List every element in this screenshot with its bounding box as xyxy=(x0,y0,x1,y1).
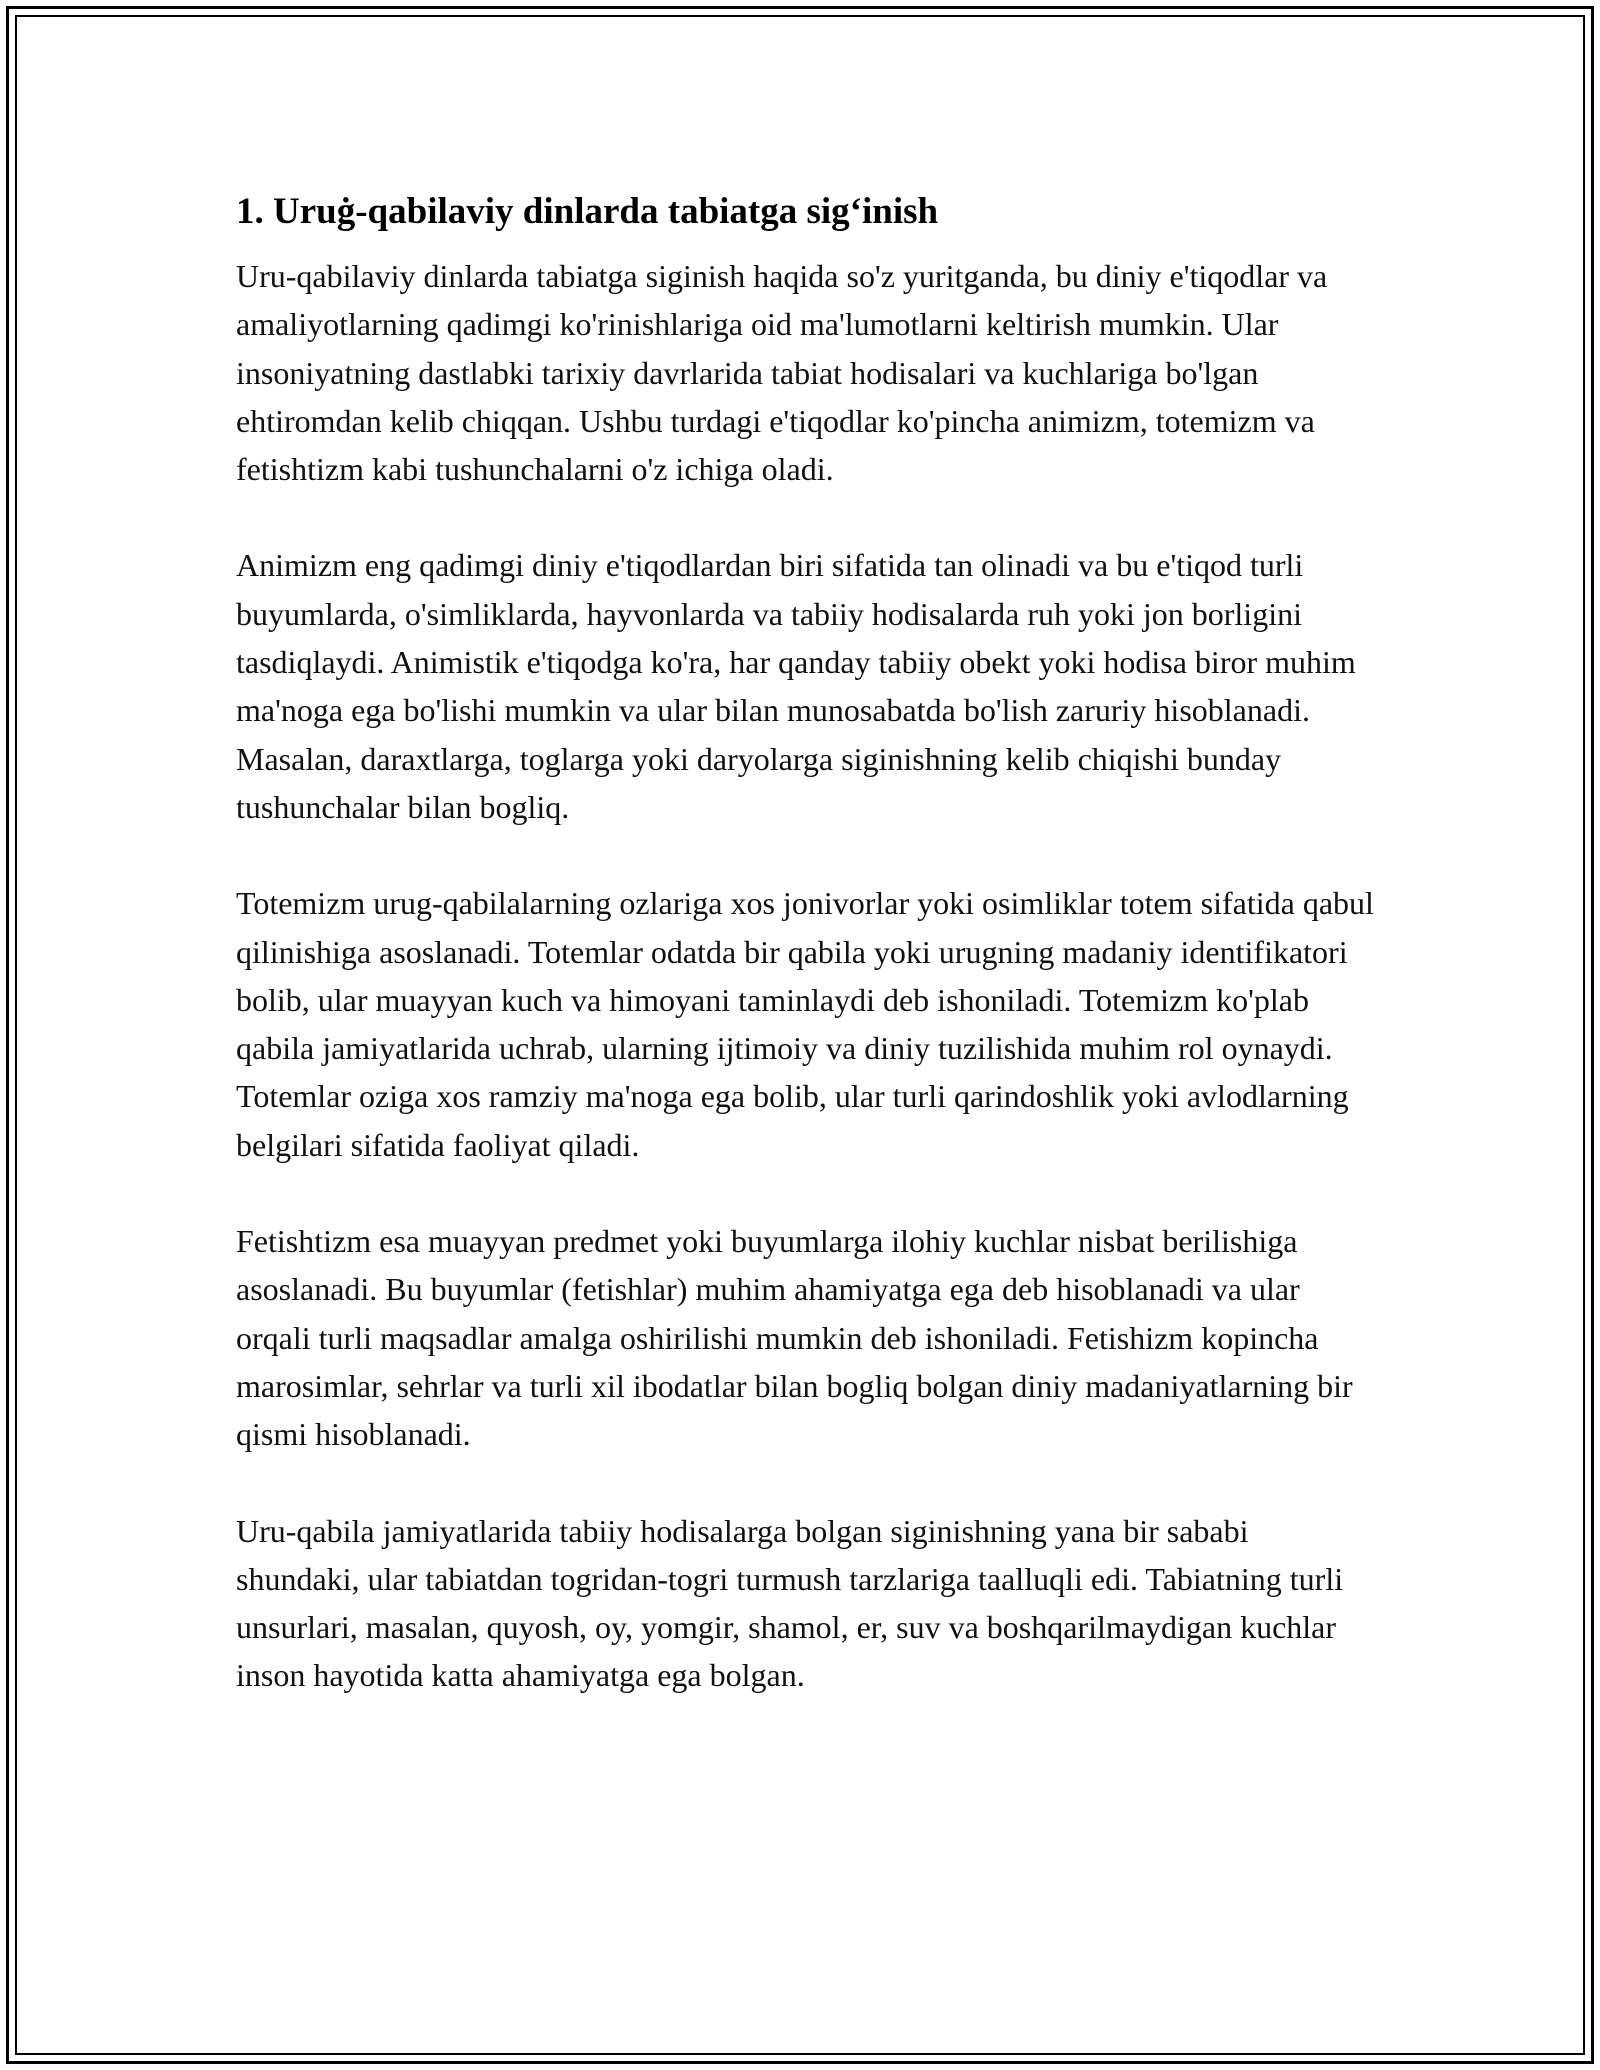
paragraph-fetishism: Fetishtizm esa muayyan predmet yoki buyumlarga ilohiy kuchlar nisbat berilishiga asoslanadi. Bu buyumlar (fetishlar) muhim ahamiyatga ega deb hisoblanadi va ular orqali turli maqsadlar amalga oshirilishi mumkin deb ishoniladi. Fetishizm kopincha marosimlar, sehrlar va turli xil ibodatlar bilan bogliq bolgan diniy madaniyatlarning bir qismi hisoblanadi. xyxy=(236,1223,1353,1453)
paragraph-totemism: Totemizm urug-qabilalarning ozlariga xos jonivorlar yoki osimliklar totem sifatida qabul qilinishiga asoslanadi. Totemlar odatda bir qabila yoki urugning madaniy identifikatori bolib, ular muayyan kuch va himoyani taminlaydi deb ishoniladi. Totemizm ko'plab qabila jamiyatlarida uchrab, ularning ijtimoiy va diniy tuzilishida muhim rol oynaydi. Totemlar oziga xos ramziy ma'noga ega bolib, ular turli qarindoshlik yoki avlodlarning belgilari sifatida faoliyat qiladi. xyxy=(236,885,1374,1163)
section-heading: 1. Uruġ-qabilaviy dinlarda tabiatga sig‘inish xyxy=(236,191,939,232)
paragraph-animism: Animizm eng qadimgi diniy e'tiqodlardan biri sifatida tan olinadi va bu e'tiqod turli buyumlarda, o'simliklarda, hayvonlarda va tabiiy hodisalarda ruh yoki jon borligini tasdiqlaydi. Animistik e'tiqodga ko'ra, har qanday tabiiy obekt yoki hodisa biror muhim ma'noga ega bo'lishi mumkin va ular bilan munosabatda bo'lish zaruriy hisoblanadi. Masalan, daraxtlarga, toglarga yoki daryolarga siginishning kelib chiqishi bunday tushunchalar bilan bogliq. xyxy=(236,547,1356,825)
paragraph-nature-worship: Uru-qabila jamiyatlarida tabiiy hodisalarga bolgan siginishning yana bir sababi shundaki, ular tabiatdan togridan-togri turmush tarzlariga taalluqli edi. Tabiatning turli unsurlari, masalan, quyosh, oy, yomgir, shamol, er, suv va boshqarilmaydigan kuchlar inson hayotida katta ahamiyatga ega bolgan. xyxy=(236,1512,1344,1694)
paragraph-intro: Uru-qabilaviy dinlarda tabiatga siginish haqida so'z yuritganda, bu diniy e'tiqodlar va amaliyotlarning qadimgi ko'rinishlariga oid ma'lumotlarni keltirish mumkin. Ular insoniyatning dastlabki tarixiy davrlarida tabiat hodisalari va kuchlariga bo'lgan ehtiromdan kelib chiqqan. Ushbu turdagi e'tiqodlar ko'pincha animizm, totemizm va fetishtizm kabi tushunchalarni o'z ichiga oladi. xyxy=(236,258,1328,488)
document-body xyxy=(236,188,1376,1700)
